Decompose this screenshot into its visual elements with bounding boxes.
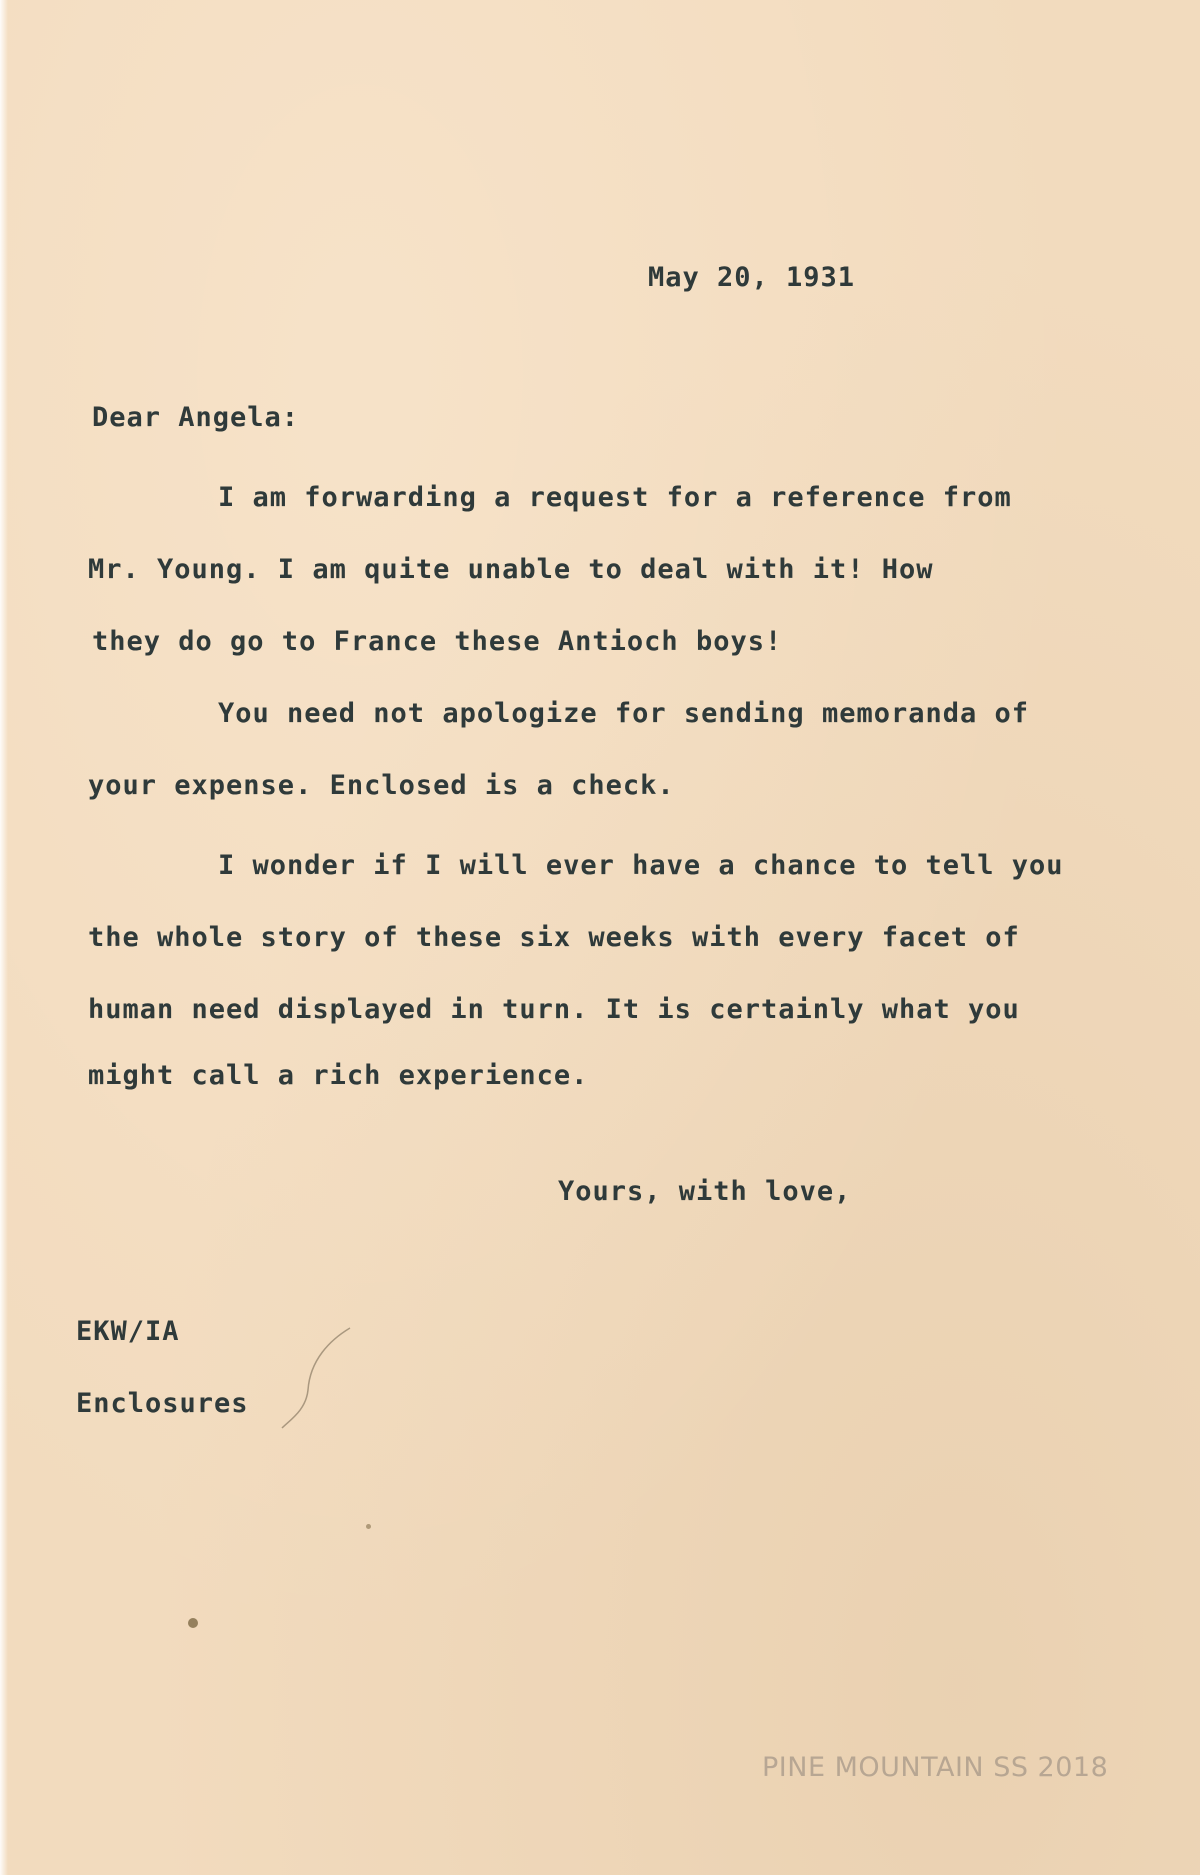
letter-date: May 20, 1931	[648, 262, 856, 293]
salutation: Dear Angela:	[92, 402, 300, 433]
reference-initials: EKW/IA	[76, 1316, 180, 1347]
body-line: the whole story of these six weeks with every facet of	[88, 922, 1020, 953]
body-line: your expense. Enclosed is a check.	[88, 770, 675, 801]
body-line: they do go to France these Antioch boys!	[92, 626, 783, 657]
enclosures-note: Enclosures	[76, 1388, 249, 1419]
paper-spot	[188, 1618, 198, 1628]
torn-edge	[0, 0, 8, 1875]
body-line: human need displayed in turn. It is certainly what you	[88, 994, 1020, 1025]
closing: Yours, with love,	[558, 1176, 852, 1207]
body-line: Mr. Young. I am quite unable to deal with it! How	[88, 554, 934, 585]
body-line: I wonder if I will ever have a chance to tell you	[218, 850, 1064, 881]
pencil-mark	[280, 1320, 360, 1440]
archive-watermark: PINE MOUNTAIN SS 2018	[762, 1752, 1109, 1783]
body-line: You need not apologize for sending memoranda of	[218, 698, 1030, 729]
body-line: might call a rich experience.	[88, 1060, 589, 1091]
paper-spot	[366, 1524, 371, 1529]
body-line: I am forwarding a request for a reference from	[218, 482, 1012, 513]
